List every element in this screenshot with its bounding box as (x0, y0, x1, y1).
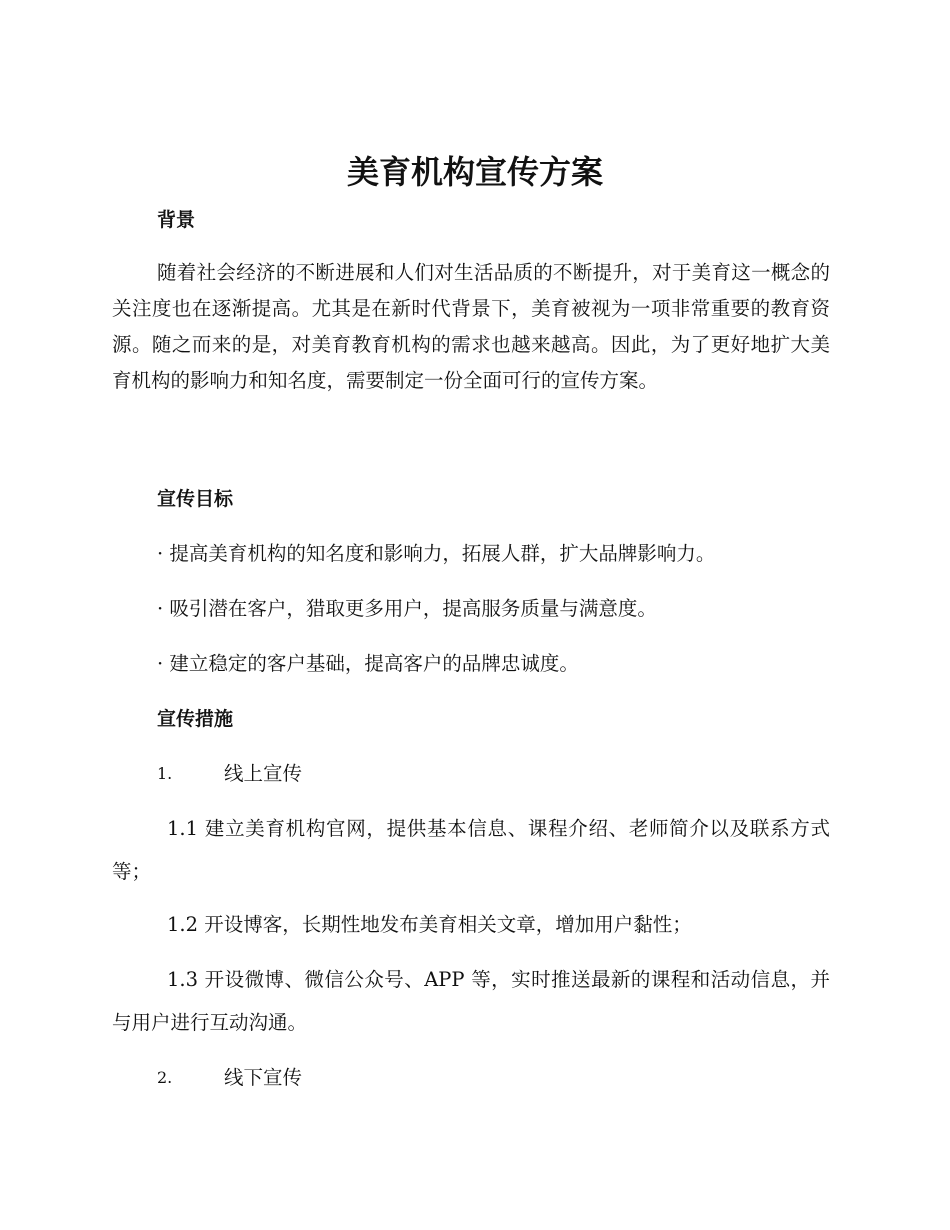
online-measure-item: 1.1 建立美育机构官网，提供基本信息、课程介绍、老师简介以及联系方式等； (112, 817, 830, 883)
goal-item: · 提高美育机构的知名度和影响力，拓展人群，扩大品牌影响力。 (157, 542, 716, 565)
section-heading-background: 背景 (157, 209, 196, 231)
goal-item: · 吸引潜在客户，猎取更多用户，提高服务质量与满意度。 (157, 597, 657, 620)
list-number: 2. (157, 1068, 173, 1087)
offline-promotion-label: 线下宣传 (224, 1066, 303, 1089)
online-promotion-label: 线上宣传 (224, 762, 303, 785)
document-title: 美育机构宣传方案 (346, 153, 603, 191)
background-paragraph: 随着社会经济的不断进展和人们对生活品质的不断提升，对于美育这一概念的关注度也在逐渐提高。尤其是在新时代背景下，美育被视为一项非常重要的教育资源。随之而来的是，对美育教育机构的需求也越来越高。因此，为了更好地扩大美育机构的影响力和知名度，需要制定一份全面可行的宣传方案。 (112, 261, 830, 392)
section-heading-goals: 宣传目标 (157, 488, 234, 510)
goal-item: · 建立稳定的客户基础，提高客户的品牌忠诚度。 (157, 652, 579, 675)
section-heading-measures: 宣传措施 (157, 708, 234, 730)
list-number: 1. (157, 764, 173, 783)
online-measure-item: 1.2 开设博客，长期性地发布美育相关文章，增加用户黏性； (167, 913, 692, 936)
online-measure-item: 1.3 开设微博、微信公众号、APP 等，实时推送最新的课程和活动信息，并与用户进行互动沟通。 (112, 968, 830, 1034)
